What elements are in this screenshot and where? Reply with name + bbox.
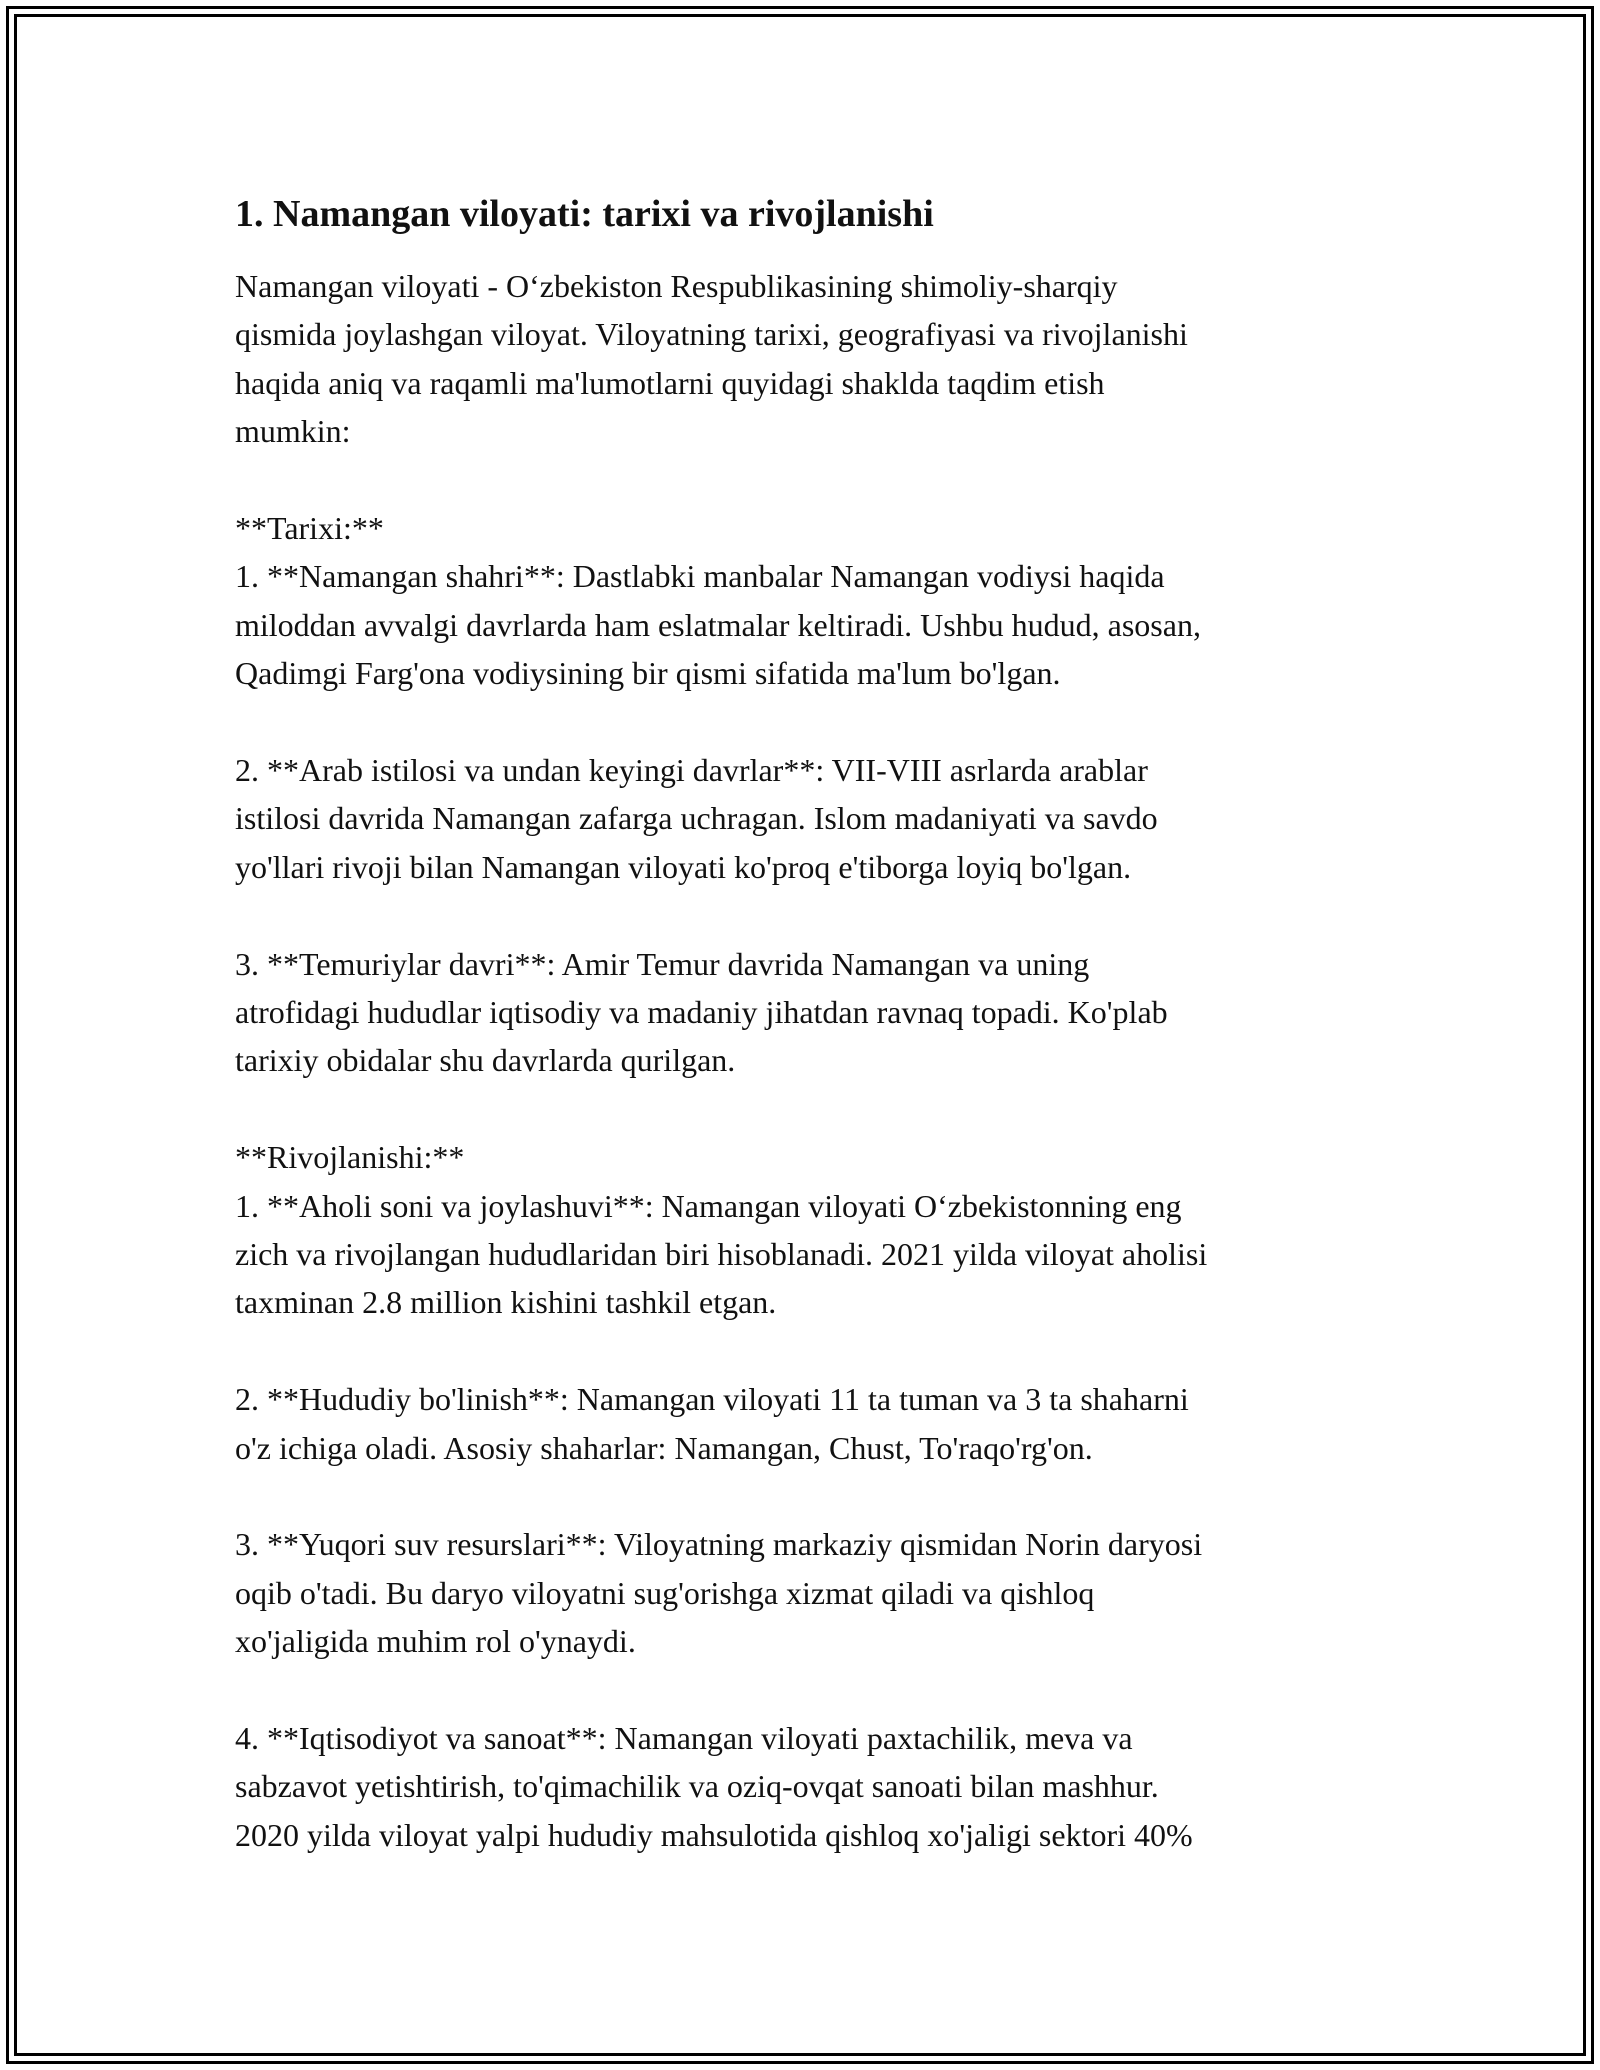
- text-line: 1. **Aholi soni va joylashuvi**: Namangan viloyati O‘zbekistonning eng: [235, 1187, 1182, 1224]
- text-line: 1. **Namangan shahri**: Dastlabki manbalar Namangan vodiysi haqida: [235, 558, 1165, 595]
- text-line: Namangan viloyati - O‘zbekiston Respublikasining shimoliy-sharqiy: [235, 268, 1118, 304]
- text-line: 2020 yilda viloyat yalpi hududiy mahsulotida qishloq xo'jaligi sektori 40%: [235, 1816, 1193, 1853]
- paragraph-intro: [235, 262, 1375, 456]
- text-line: qismida joylashgan viloyat. Viloyatning tarixi, geografiyasi va rivojlanishi: [235, 316, 1188, 353]
- text-line: Qadimgi Farg'ona vodiysining bir qismi sifatida ma'lum bo'lgan.: [235, 655, 1061, 692]
- text-line: 2. **Arab istilosi va undan keyingi davrlar**: VII-VIII asrlarda arablar: [235, 752, 1148, 789]
- text-line: 4. **Iqtisodiyot va sanoat**: Namangan viloyati paxtachilik, meva va: [235, 1720, 1133, 1757]
- document-body: [235, 188, 1375, 1908]
- paragraph-development-2: [235, 1375, 1375, 1472]
- text-line: miloddan avvalgi davrlarda ham eslatmalar keltiradi. Ushbu hudud, asosan,: [235, 606, 1201, 643]
- text-line: xo'jaligida muhim rol o'ynaydi.: [235, 1623, 636, 1660]
- paragraph-history-2: [235, 746, 1375, 891]
- text-line: 2. **Hududiy bo'linish**: Namangan viloyati 11 ta tuman va 3 ta shaharni: [235, 1381, 1189, 1418]
- text-line: 3. **Temuriylar davri**: Amir Temur davrida Namangan va uning: [235, 945, 1090, 982]
- text-line: atrofidagi hududlar iqtisodiy va madaniy jihatdan ravnaq topadi. Ko'plab: [235, 994, 1168, 1031]
- text-line: o'z ichiga oladi. Asosiy shaharlar: Namangan, Chust, To'raqo'rg'on.: [235, 1429, 1093, 1466]
- text-line: taxminan 2.8 million kishini tashkil etgan.: [235, 1284, 777, 1321]
- document-title: 1. Namangan viloyati: tarixi va rivojlanishi: [235, 193, 934, 235]
- text-line: yo'llari rivoji bilan Namangan viloyati ko'proq e'tiborga loyiq bo'lgan.: [235, 848, 1132, 885]
- paragraph-development-1: [235, 1133, 1375, 1327]
- paragraph-history-1: [235, 504, 1375, 698]
- section-heading: **Rivojlanishi:**: [235, 1139, 465, 1176]
- paragraph-history-3: [235, 940, 1375, 1085]
- text-line: zich va rivojlangan hududlaridan biri hisoblanadi. 2021 yilda viloyat aholisi: [235, 1236, 1208, 1273]
- text-line: oqib o'tadi. Bu daryo viloyatni sug'orishga xizmat qiladi va qishloq: [235, 1574, 1095, 1611]
- text-line: haqida aniq va raqamli ma'lumotlarni quyidagi shaklda taqdim etish: [235, 364, 1105, 401]
- text-line: istilosi davrida Namangan zafarga uchragan. Islom madaniyati va savdo: [235, 800, 1158, 837]
- text-line: tarixiy obidalar shu davrlarda qurilgan.: [235, 1042, 736, 1079]
- section-heading: **Tarixi:**: [235, 510, 384, 547]
- text-line: sabzavot yetishtirish, to'qimachilik va oziq-ovqat sanoati bilan mashhur.: [235, 1768, 1159, 1805]
- paragraph-development-4: [235, 1714, 1375, 1859]
- paragraph-development-3: [235, 1520, 1375, 1665]
- text-line: 3. **Yuqori suv resurslari**: Viloyatning markaziy qismidan Norin daryosi: [235, 1526, 1203, 1563]
- text-line: mumkin:: [235, 413, 351, 450]
